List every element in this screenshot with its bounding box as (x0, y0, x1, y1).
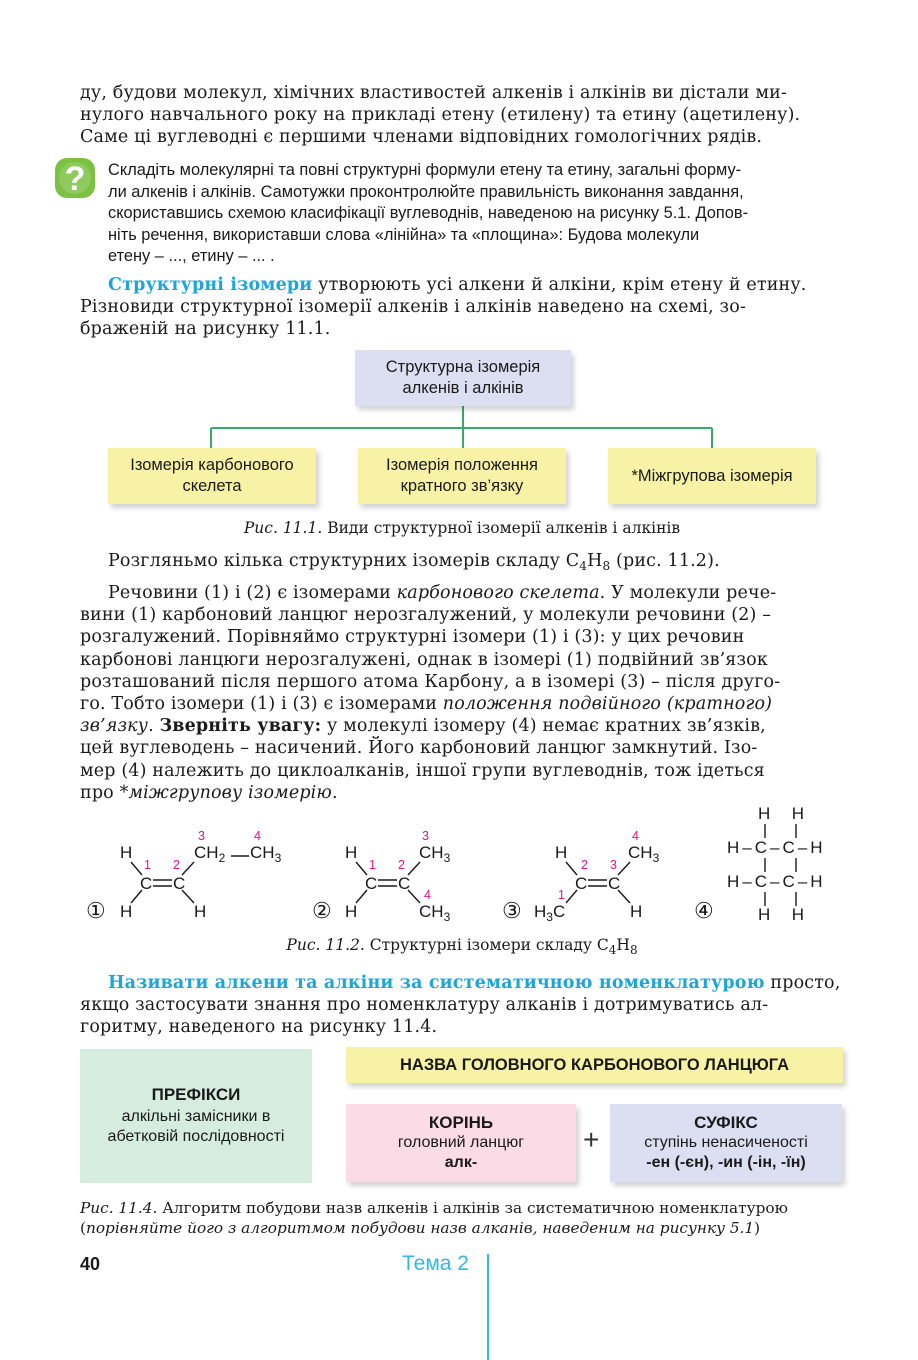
plus-sign: + (583, 1124, 600, 1155)
top-box-line: алкенів і алкінів (402, 379, 524, 397)
mol2-h: H (345, 843, 358, 862)
mol2-c1: C (365, 874, 378, 893)
caption-text: H (616, 936, 630, 954)
isomers-line: Різновиди структурної ізомерії алкенів і алкінів наведено на схемі, зо- (80, 297, 747, 318)
mol1-ch2 (194, 843, 225, 863)
main-line: мер (4) належить до циклоалканів, іншої групи вуглеводнів, тож ідеться (80, 760, 765, 781)
mol3-num: 1 (558, 888, 565, 902)
mol4-row1: H–C–C–H (727, 838, 826, 857)
mol2-num: 1 (369, 858, 376, 872)
mol2-ch3 (419, 843, 450, 863)
mol1-h: H (120, 902, 133, 921)
task-line: скориставшись схемою класифікації вуглеводнів, наведеною на рисунку 5.1. Допов- (108, 204, 749, 222)
mol3-num: 2 (581, 858, 588, 872)
t: CH (419, 902, 444, 921)
mol-label-2: ② (312, 898, 332, 923)
caption-label: Рис. 11.4. (80, 1199, 158, 1217)
t: Речовини (1) і (2) є ізомерами (108, 583, 397, 603)
caption-text: Види структурної ізомерії алкенів і алкінів (322, 519, 681, 537)
t: у молекулі ізомеру (4) немає кратних зв’язків, (321, 716, 766, 737)
subscript: 4 (608, 943, 617, 957)
task-line: Складіть молекулярні та повні структурні формули етену та етину, загальні форму- (108, 161, 742, 179)
mol3-h: H (630, 902, 643, 921)
child-line: Ізомерія карбонового (130, 456, 294, 474)
page-number: 40 (80, 1254, 101, 1274)
mol3-c2: C (608, 874, 621, 893)
t: го. Тобто ізомери (1) і (3) є ізомерами (80, 694, 443, 715)
caption-text: Алгоритм побудови назв алкенів і алкінів за систематичною номенклатурою (157, 1199, 788, 1217)
term-structural-isomers: Структурні ізомери (108, 275, 313, 295)
subscript: 4 (579, 559, 588, 573)
suffix-line: ступінь ненасиченості (644, 1134, 808, 1151)
mol2-h: H (345, 902, 358, 921)
root-line: головний ланцюг (397, 1134, 525, 1151)
main-line: розташований після першого атома Карбону, а в ізомері (3) – після друго- (80, 671, 781, 692)
mol1-h: H (120, 843, 133, 862)
root-box (346, 1104, 576, 1182)
t-italic: положення подвійного (кратного) (442, 694, 773, 715)
intro-line: ду, будови молекул, хімічних властивостей алкенів і алкінів ви дістали ми- (80, 83, 787, 103)
t-bold: Зверніть увагу: (159, 716, 322, 737)
mol3-h: H (555, 843, 568, 862)
mol-label-3: ③ (502, 898, 522, 923)
subscript: 3 (443, 910, 451, 924)
t: про (80, 782, 120, 803)
prefix-line: алкільні замісники в (121, 1108, 271, 1125)
child-line: кратного зв’язку (400, 477, 524, 495)
main-line: вини (1) карбоновий ланцюг нерозгалужений, у молекули речовини (2) – (80, 605, 772, 626)
task-line: етену – ..., етину – ... . (108, 247, 275, 265)
t-italic: зв’язку (80, 716, 149, 737)
naming-line: якщо застосувати знання про номенклатуру алканів і дотримуватись ал- (80, 995, 769, 1016)
mol1-ch3 (250, 843, 281, 863)
mol2-num: 4 (424, 888, 431, 902)
suffix-title: СУФІКС (694, 1113, 758, 1132)
naming-line (80, 972, 844, 994)
consider-text: H (587, 551, 603, 571)
t: ( (80, 1219, 86, 1237)
mol3-h3c (534, 902, 565, 922)
mol3-num: 3 (610, 858, 617, 872)
caption-label: Рис. 11.1. (243, 519, 323, 537)
mol2-num: 2 (398, 858, 405, 872)
subscript: 2 (218, 851, 226, 865)
figure-caption-11-4 (80, 1198, 846, 1238)
t: . (148, 716, 160, 737)
footer-divider (487, 1254, 489, 1360)
topic-label: Тема 2 (402, 1252, 469, 1275)
isomers-line: браженій на рисунку 11.1. (80, 319, 331, 340)
t: CH (628, 843, 653, 862)
mol-label-4: ④ (694, 898, 714, 923)
root-line: алк- (444, 1154, 478, 1171)
t: CH (419, 843, 444, 862)
mol2-c2: C (398, 874, 411, 893)
caption-line (80, 1218, 846, 1238)
suffix-box (610, 1104, 842, 1182)
root-title: КОРІНЬ (428, 1113, 494, 1132)
isomers-line-text: утворюють усі алкени й алкіни, крім етену й етину. (312, 275, 807, 295)
t: . (331, 782, 338, 803)
mol3-ch3 (628, 843, 659, 863)
subscript: 8 (602, 559, 611, 573)
naming-line: горитму, наведеного на рисунку 11.4. (80, 1017, 438, 1038)
t: CH (194, 843, 219, 862)
top-box-line: Структурна ізомерія (385, 358, 541, 376)
t-italic: *міжгрупову ізомерію (119, 782, 332, 803)
t: CH (250, 843, 275, 862)
subscript: 3 (546, 910, 553, 924)
subscript: 3 (652, 851, 660, 865)
consider-text: (рис. 11.2). (610, 551, 720, 571)
mol-label-1: ① (86, 898, 106, 923)
prefix-box (80, 1049, 312, 1183)
mol1-num: 2 (173, 858, 180, 872)
child-line: Ізомерія положення (386, 456, 538, 474)
caption-line (80, 1198, 846, 1218)
child-line: скелета (182, 477, 242, 495)
main-chain-header (346, 1047, 843, 1083)
mol1-c1: C (140, 874, 153, 893)
header-title: НАЗВА ГОЛОВНОГО КАРБОНОВОГО ЛАНЦЮГА (400, 1055, 789, 1074)
caption-label: Рис. 11.2. (286, 936, 365, 954)
prefix-line: абетковій послідовності (107, 1128, 285, 1145)
main-line: карбонові ланцюги нерозгалужені, однак в ізомері (1) подвійний зв’язок (80, 649, 768, 670)
mol1-num: 4 (254, 829, 261, 843)
naming-paragraph (80, 972, 844, 1039)
mol3-c1: C (575, 874, 588, 893)
t: C (552, 902, 566, 921)
subscript: 3 (274, 851, 282, 865)
caption-italic: порівняйте його з алгоритмом побудови назв алканів, наведеним на рисунку 5.1 (85, 1219, 755, 1237)
t: H (534, 902, 547, 921)
main-line: розгалужений. Порівняймо структурні ізомери (1) і (3): у цих речовин (80, 627, 745, 648)
t-italic: карбонового скелета (396, 583, 600, 603)
svg-text:?: ? (64, 160, 86, 198)
caption-text: Структурні ізомери складу C (364, 936, 609, 954)
t: ) (754, 1219, 761, 1237)
mol4-h-top: H H (758, 804, 804, 823)
consider-text: Розгляньмо кілька структурних ізомерів складу C (108, 551, 580, 571)
main-line: цей вуглеводень – насичений. Його карбоновий ланцюг замкнутий. Ізо- (80, 738, 758, 759)
mol1-h: H (194, 902, 207, 921)
child-line: *Міжгрупова ізомерія (631, 466, 793, 485)
intro-line: Саме ці вуглеводні є першими членами відповідних гомологічних рядів. (80, 127, 763, 148)
t: просто, (764, 973, 841, 993)
mol2-num: 3 (422, 829, 429, 843)
mol1-num: 3 (198, 829, 205, 843)
task-line: ли алкенів і алкінів. Самотужки проконтролюйте правильність виконання завдання, (108, 182, 744, 201)
subscript: 3 (443, 851, 451, 865)
prefix-title: ПРЕФІКСИ (151, 1085, 241, 1104)
mol4-h-bottom: H H (758, 905, 804, 924)
t: . У молекули рече- (599, 583, 777, 603)
mol2-ch3 (419, 902, 450, 922)
mol1-c2: C (173, 874, 186, 893)
mol3-num: 4 (632, 829, 639, 843)
mol4-row2: H–C–C–H (727, 872, 826, 891)
task-line: ніть речення, використавши слова «лінійна» та «площина»: Будова молекули (108, 225, 700, 244)
term-systematic-nomenclature: Називати алкени та алкіни за систематичною номенклатурою (108, 973, 765, 993)
subscript: 8 (629, 943, 638, 957)
figure-caption-11-2 (80, 936, 844, 957)
mol1-num: 1 (144, 858, 151, 872)
suffix-line: -ен (-єн), -ин (-ін, -їн) (646, 1154, 806, 1171)
intro-line: нулого навчального року на прикладі етену (етилену) та етину (ацетилену). (80, 105, 801, 126)
